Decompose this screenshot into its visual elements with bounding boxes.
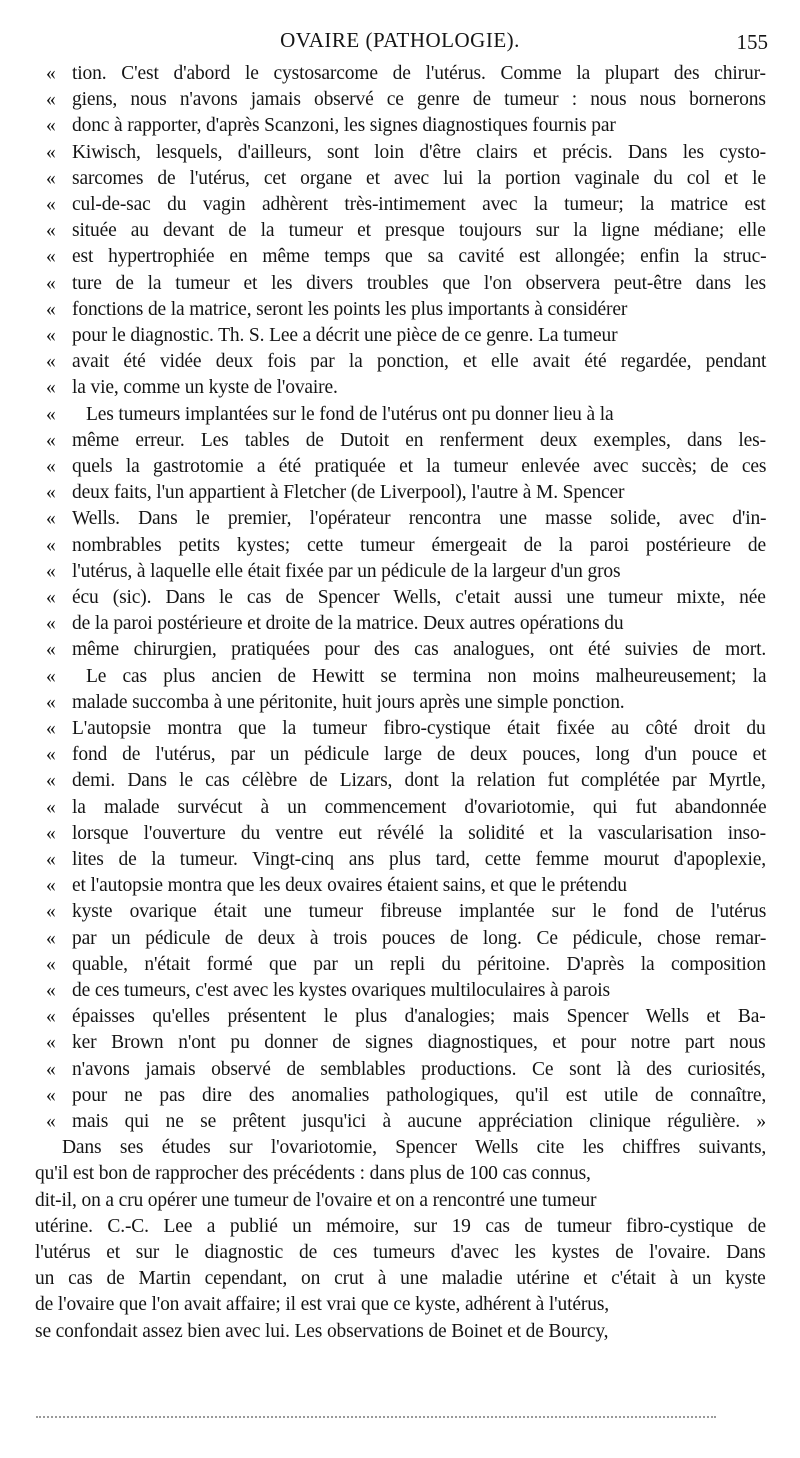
line-text: écu (sic). Dans le cas de Spencer Wells, c'etait aussi une tumeur mixte, née <box>72 587 766 608</box>
line-text: giens, nous n'avons jamais observé ce genre de tumeur : nous nous bornerons <box>72 89 766 111</box>
quote-mark: « <box>46 194 56 215</box>
text-line <box>0 402 800 428</box>
text-line <box>0 61 800 87</box>
line-text: l'utérus, à laquelle elle était fixée par un pédicule de la largeur d'un gros <box>72 560 621 582</box>
footer-dotted-rule <box>36 1416 716 1418</box>
line-text: de l'ovaire que l'on avait affaire; il est vrai que ce kyste, adhérent à l'utérus, <box>35 1294 609 1316</box>
text-line <box>0 847 800 873</box>
text-line <box>0 1109 800 1135</box>
page-header <box>0 28 800 58</box>
page-number: 155 <box>736 30 768 54</box>
quote-mark: « <box>46 875 56 897</box>
line-text: fond de l'utérus, par un pédicule large de deux pouces, long d'un pouce et <box>72 744 767 766</box>
line-text: demi. Dans le cas célèbre de Lizars, dont la relation fut complétée par Myrtle, <box>72 770 766 792</box>
line-text: kyste ovarique était une tumeur fibreuse implantée sur le fond de l'utérus <box>72 901 767 923</box>
line-text: ker Brown n'ont pu donner de signes diagnostiques, et pour notre part nous <box>72 1032 766 1054</box>
quote-mark: « <box>46 691 56 713</box>
text-line <box>0 742 800 768</box>
text-line <box>0 533 800 559</box>
text-line <box>0 611 800 637</box>
text-line <box>0 87 800 113</box>
quote-mark: « <box>46 429 56 451</box>
text-line <box>0 952 800 978</box>
quote-mark: « <box>46 770 56 792</box>
text-line <box>0 218 800 244</box>
quote-mark: « <box>46 744 56 766</box>
text-line <box>0 1240 800 1266</box>
quote-mark: « <box>46 718 56 739</box>
line-text: se confondait assez bien avec lui. Les observations de Boinet et de Bourcy, <box>35 1320 609 1342</box>
line-text: la vie, comme un kyste de l'ovaire. <box>72 377 338 399</box>
line-text: quable, n'était formé que par un repli du péritoine. D'après la composition <box>72 953 766 975</box>
text-line <box>0 690 800 716</box>
line-text: ture de la tumeur et les divers troubles que l'on observera peut-être dans les <box>72 272 766 294</box>
line-text: par un pédicule de deux à trois pouces de long. Ce pédicule, chose remar- <box>72 927 767 949</box>
quote-mark: « <box>46 822 56 844</box>
text-line <box>0 559 800 585</box>
line-text: même erreur. Les tables de Dutoit en renferment deux exemples, dans les- <box>72 429 766 451</box>
text-line <box>0 1030 800 1056</box>
text-line <box>0 428 800 454</box>
line-text: pour ne pas dire des anomalies pathologiques, qu'il est utile de connaître, <box>72 1084 767 1106</box>
quote-mark: « <box>46 482 56 504</box>
quote-mark: « <box>46 220 56 242</box>
quote-mark: « <box>46 849 56 870</box>
line-text: pour le diagnostic. Th. S. Lee a décrit une pièce de ce genre. La tumeur <box>72 325 618 346</box>
line-text: tion. C'est d'abord le cystosarcome de l'utérus. Comme la plupart des chirur- <box>72 63 766 84</box>
text-line <box>0 297 800 323</box>
text-line <box>0 506 800 532</box>
line-text: Dans ses études sur l'ovariotomie, Spencer Wells cite les chiffres suivants, <box>62 1137 767 1159</box>
quote-mark: « <box>46 351 56 373</box>
text-line <box>0 716 800 742</box>
line-text: Le cas plus ancien de Hewitt se termina non moins malheureusement; la <box>86 665 767 687</box>
quote-mark: « <box>46 1111 56 1132</box>
text-line <box>0 323 800 349</box>
line-text: fonctions de la matrice, seront les points les plus importants à considérer <box>72 298 628 320</box>
text-line <box>0 978 800 1004</box>
quote-mark: « <box>46 1084 56 1106</box>
line-text: Wells. Dans le premier, l'opérateur rencontra une masse solide, avec d'in- <box>72 508 767 530</box>
quote-mark: « <box>46 927 56 949</box>
quote-mark: « <box>46 325 56 346</box>
line-text: même chirurgien, pratiquées pour des cas analogues, ont été suivies de mort. <box>72 639 767 661</box>
line-text: nombrables petits kystes; cette tumeur émergeait de la paroi postérieure de <box>72 534 767 556</box>
quote-mark: « <box>46 534 56 556</box>
quote-mark: « <box>46 901 56 923</box>
text-line <box>0 821 800 847</box>
quote-mark: « <box>46 115 56 137</box>
quote-mark: « <box>46 613 56 635</box>
line-text: deux faits, l'un appartient à Fletcher (de Liverpool), l'autre à M. Spencer <box>72 482 625 504</box>
text-line <box>0 113 800 139</box>
quote-mark: « <box>46 167 56 189</box>
text-line <box>0 899 800 925</box>
text-line <box>0 1004 800 1030</box>
quote-mark: « <box>46 1006 56 1028</box>
text-line <box>0 1083 800 1109</box>
text-line <box>0 480 800 506</box>
line-text: de la paroi postérieure et droite de la matrice. Deux autres opérations du <box>72 613 624 635</box>
quote-mark: « <box>46 639 56 661</box>
line-text: qu'il est bon de rapprocher des précédents : dans plus de 100 cas connus, <box>35 1163 591 1185</box>
text-line <box>0 454 800 480</box>
line-text: lorsque l'ouverture du ventre eut révélé la solidité et la vascularisation inso- <box>72 822 766 844</box>
line-text: est hypertrophiée en même temps que sa cavité est allongée; enfin la struc- <box>72 246 767 268</box>
quote-mark: « <box>46 141 56 163</box>
text-line <box>0 1188 800 1214</box>
line-text: lites de la tumeur. Vingt-cinq ans plus tard, cette femme mourut d'apoplexie, <box>72 849 766 870</box>
quote-mark: « <box>46 980 56 1001</box>
line-text: L'autopsie montra que la tumeur fibro-cystique était fixée au côté droit du <box>72 718 766 739</box>
line-text: avait été vidée deux fois par la ponction, et elle avait été regardée, pendant <box>72 351 767 373</box>
line-text: l'utérus et sur le diagnostic de ces tumeurs d'avec les kystes de l'ovaire. Dans <box>35 1242 766 1263</box>
line-text: Les tumeurs implantées sur le fond de l'utérus ont pu donner lieu à la <box>86 403 614 425</box>
text-line <box>0 795 800 821</box>
line-text: un cas de Martin cependant, on crut à une maladie utérine et c'était à un kyste <box>35 1268 766 1290</box>
text-line <box>0 244 800 270</box>
line-text: Kiwisch, lesquels, d'ailleurs, sont loin d'être clairs et précis. Dans les cysto- <box>72 141 767 163</box>
quote-mark: « <box>46 508 56 530</box>
text-line <box>0 637 800 663</box>
text-line <box>0 585 800 611</box>
line-text: quels la gastrotomie a été pratiquée et la tumeur enlevée avec succès; de ces <box>72 456 767 477</box>
text-line <box>0 192 800 218</box>
text-line <box>0 166 800 192</box>
quote-mark: « <box>46 63 56 84</box>
line-text: sarcomes de l'utérus, cet organe et avec lui la portion vaginale du col et le <box>72 167 766 189</box>
quote-mark: « <box>46 560 56 582</box>
quote-mark: « <box>46 796 56 818</box>
quote-mark: « <box>46 953 56 975</box>
line-text: donc à rapporter, d'après Scanzoni, les signes diagnostiques fournis par <box>72 115 616 137</box>
line-text: mais qui ne se prêtent jusqu'ici à aucune appréciation clinique régulière. » <box>72 1111 766 1132</box>
quote-mark: « <box>46 1032 56 1054</box>
quote-mark: « <box>46 298 56 320</box>
text-line <box>0 1266 800 1292</box>
quote-mark: « <box>46 403 56 425</box>
text-line <box>0 1292 800 1318</box>
line-text: n'avons jamais observé de semblables productions. Ce sont là des curiosités, <box>72 1058 766 1080</box>
line-text: utérine. C.-C. Lee a publié un mémoire, sur 19 cas de tumeur fibro-cystique de <box>35 1215 766 1237</box>
line-text: dit-il, on a cru opérer une tumeur de l'ovaire et on a rencontré une tumeur <box>35 1189 597 1211</box>
quote-mark: « <box>46 665 56 687</box>
text-line <box>0 768 800 794</box>
running-title: OVAIRE (PATHOLOGIE). <box>280 28 520 52</box>
text-line <box>0 873 800 899</box>
line-text: la malade survécut à un commencement d'ovariotomie, qui fut abandonnée <box>72 796 767 818</box>
text-line <box>0 1319 800 1345</box>
quote-mark: « <box>46 456 56 477</box>
quote-mark: « <box>46 246 56 268</box>
text-line <box>0 664 800 690</box>
line-text: et l'autopsie montra que les deux ovaires étaient sains, et que le prétendu <box>72 875 627 897</box>
line-text: malade succomba à une péritonite, huit jours après une simple ponction. <box>72 691 625 713</box>
text-line <box>0 140 800 166</box>
text-line <box>0 1161 800 1187</box>
line-text: épaisses qu'elles présentent le plus d'analogies; mais Spencer Wells et Ba- <box>72 1006 766 1028</box>
text-line <box>0 1214 800 1240</box>
text-line <box>0 1057 800 1083</box>
line-text: de ces tumeurs, c'est avec les kystes ovariques multiloculaires à parois <box>72 980 610 1001</box>
quote-mark: « <box>46 377 56 399</box>
line-text: située au devant de la tumeur et presque toujours sur la ligne médiane; elle <box>72 220 766 242</box>
quote-mark: « <box>46 587 56 608</box>
line-text: cul-de-sac du vagin adhèrent très-intimement avec la tumeur; la matrice est <box>72 194 766 215</box>
text-line <box>0 271 800 297</box>
quote-mark: « <box>46 89 56 111</box>
text-line <box>0 1135 800 1161</box>
text-line <box>0 926 800 952</box>
quote-mark: « <box>46 1058 56 1080</box>
text-line <box>0 349 800 375</box>
text-line <box>0 375 800 401</box>
quote-mark: « <box>46 272 56 294</box>
